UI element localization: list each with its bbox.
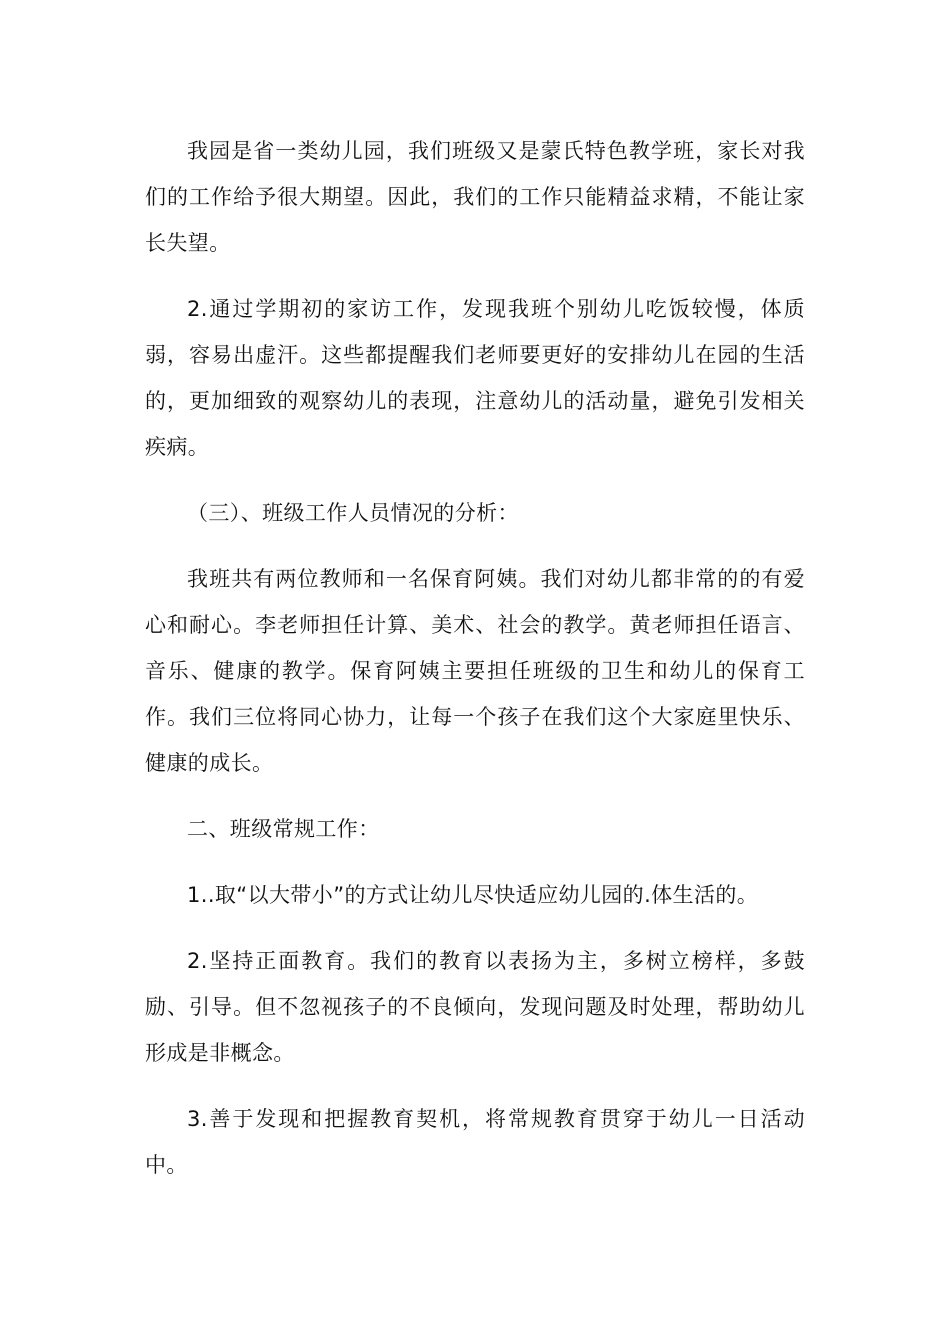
list-item-3: 3.善于发现和把握教育契机，将常规教育贯穿于幼儿一日活动中。	[145, 1107, 805, 1177]
document-body	[145, 128, 805, 1208]
paragraph-kindergarten-intro: 我园是省一类幼儿园，我们班级又是蒙氏特色教学班，家长对我们的工作给予很大期望。因此，我们的工作只能精益求精，不能让家长失望。	[145, 139, 805, 255]
list-item-2: 2.坚持正面教育。我们的教育以表扬为主，多树立榜样，多鼓励、引导。但不忽视孩子的不良倾向，发现问题及时处理，帮助幼儿形成是非概念。	[145, 949, 805, 1065]
paragraph-home-visit: 2.通过学期初的家访工作，发现我班个别幼儿吃饭较慢，体质弱，容易出虚汗。这些都提醒我们老师要更好的安排幼儿在园的生活的，更加细致的观察幼儿的表现，注意幼儿的活动量，避免引发相关疾病。	[145, 297, 805, 459]
section-heading-routine-work: 二、班级常规工作：	[187, 817, 380, 841]
section-heading-staff-analysis: （三）、班级工作人员情况的分析：	[187, 501, 519, 525]
paragraph-staff: 我班共有两位教师和一名保育阿姨。我们对幼儿都非常的的有爱心和耐心。李老师担任计算、美术、社会的教学。黄老师担任语言、音乐、健康的教学。保育阿姨主要担任班级的卫生和幼儿的保育工作。我们三位将同心协力，让每一个孩子在我们这个大家庭里快乐、健康的成长。	[145, 567, 805, 775]
list-item-1: 1..取“以大带小”的方式让幼儿尽快适应幼儿园的.体生活的。	[187, 883, 759, 907]
